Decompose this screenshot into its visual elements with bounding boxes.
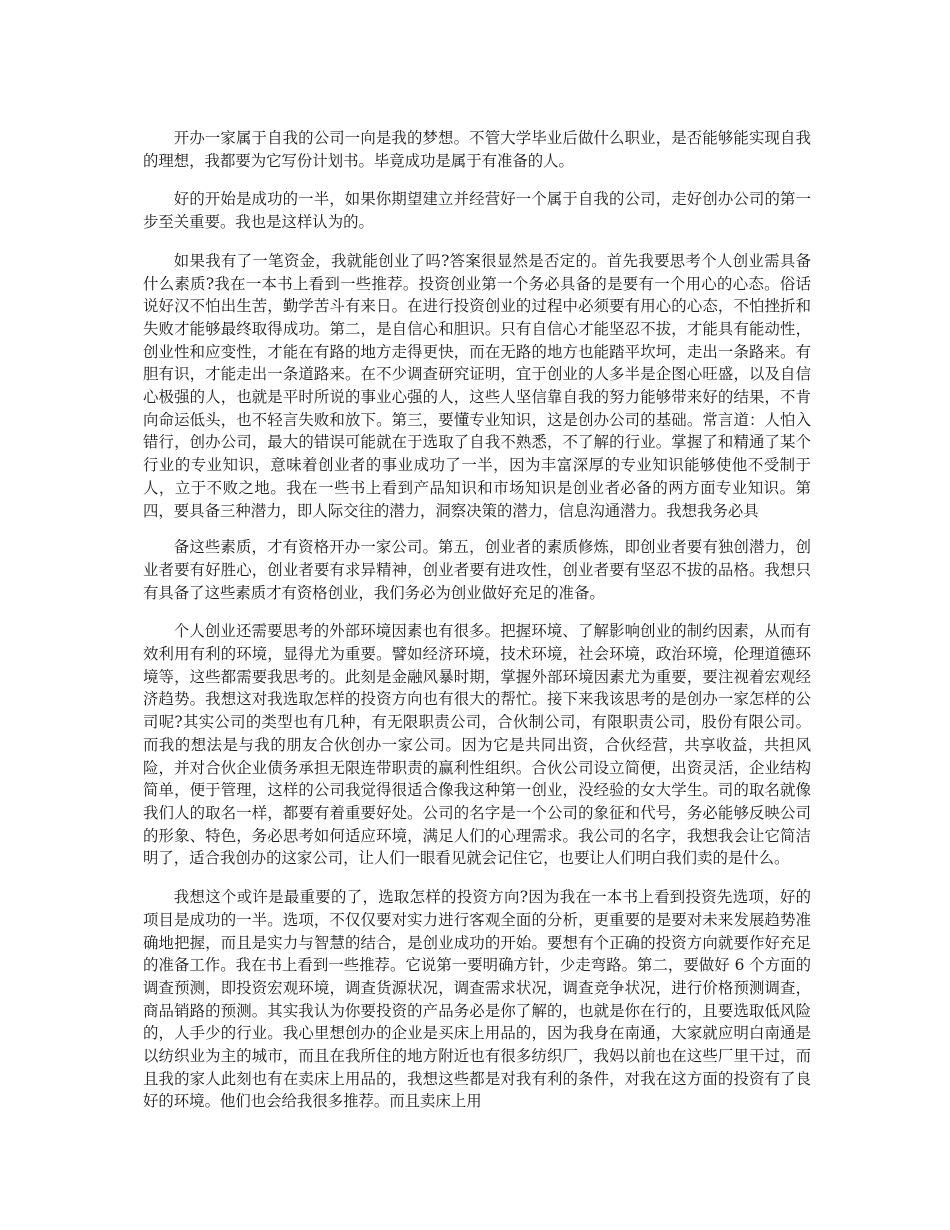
document-body: [143, 127, 811, 1126]
paragraph-2: 好的开始是成功的一半，如果你期望建立并经营好一个属于自我的公司，走好创办公司的第一步至关重要。我也是这样认为的。: [143, 190, 811, 232]
paragraph-6: 我想这个或许是最重要的了，选取怎样的投资方向?因为我在一本书上看到投资先选项，好的项目是成功的一半。选项，不仅仅要对实力进行客观全面的分析，更重要的是要对未来发展趋势准确地把握，而且是实力与智慧的结合，是创业成功的开始。要想有个正确的投资方向就要作好充足的准备工作。我在书上看到一些推荐。它说第一要明确方针，少走弯路。第二，要做好 6 个方面的调查预测，即投资宏观环境，调查货源状况，调查需求状况，调查竞争状况，进行价格预测调查，商品销路的预测。其实我认为你要投资的产品务必是你了解的，也就是你在行的，且要选取低风险的，人手少的行业。我心里想创办的企业是买床上用品的，因为我身在南通，大家就应明白南通是以纺织业为主的城市，而且在我所住的地方附近也有很多纺织厂，我妈以前也在这些厂里干过，而且我的家人此刻也有在卖床上用品的，我想这些都是对我有利的条件，对我在这方面的投资有了良好的环境。他们也会给我很多推荐。而且卖床上用: [143, 888, 811, 1111]
paragraph-5: 个人创业还需要思考的外部环境因素也有很多。把握环境、了解影响创业的制约因素，从而有效利用有利的环境，显得尤为重要。譬如经济环境，技术环境，社会环境，政治环境，伦理道德环境等，这些都需要我思考的。此刻是金融风暴时期，掌握外部环境因素尤为重要，要注视着宏观经济趋势。我想这对我选取怎样的投资方向也有很大的帮忙。接下来我该思考的是创办一家怎样的公司呢?其实公司的类型也有几种，有无限职责公司，合伙制公司，有限职责公司，股份有限公司。而我的想法是与我的朋友合伙创办一家公司。因为它是共同出资，合伙经营，共享收益，共担风险，并对合伙企业债务承担无限连带职责的赢利性组织。合伙公司设立简便，出资灵活，企业结构简单，便于管理，这样的公司我觉得很适合像我这种第一创业，没经验的女大学生。司的取名就像我们人的取名一样，都要有着重要好处。公司的名字是一个公司的象征和代号，务必能够反映公司的形象、特色，务必思考如何适应环境，满足人们的心理需求。我公司的名字，我想我会让它简洁明了，适合我创办的这家公司，让人们一眼看见就会记住它，也要让人们明白我们卖的是什么。: [143, 622, 811, 868]
paragraph-3: 如果我有了一笔资金，我就能创业了吗?答案很显然是否定的。首先我要思考个人创业需具备什么素质?我在一本书上看到一些推荐。投资创业第一个务必具备的是要有一个用心的心态。俗话说好汉不怕出生苦，勤学苦斗有来日。在进行投资创业的过程中必须要有用心的心态，不怕挫折和失败才能够最终取得成功。第二，是自信心和胆识。只有自信心才能坚忍不拔，才能具有能动性，创业性和应变性，才能在有路的地方走得更快，而在无路的地方也能踏平坎坷，走出一条路来。有胆有识，才能走出一条道路来。在不少调查研究证明，宜于创业的人多半是企图心旺盛，以及自信心极强的人，也就是平时所说的事业心强的人，这些人坚信靠自我的努力能够带来好的结果，不肯向命运低头，也不轻言失败和放下。第三，要懂专业知识，这是创办公司的基础。常言道：人怕入错行，创办公司，最大的错误可能就在于选取了自我不熟悉，不了解的行业。掌握了和精通了某个行业的专业知识，意味着创业者的事业成功了一半，因为丰富深厚的专业知识能够使他不受制于人，立于不败之地。我在一些书上看到产品知识和市场知识是创业者必备的两方面专业知识。第四，要具备三种潜力，即人际交往的潜力，洞察决策的潜力，信息沟通潜力。我想我务必具: [143, 251, 811, 520]
paragraph-4: 备这些素质，才有资格开办一家公司。第五，创业者的素质修炼，即创业者要有独创潜力，创业者要有好胜心，创业者要有求异精神，创业者要有进攻性，创业者要有坚忍不拔的品格。我想只有具备了这些素质才有资格创业，我们务必为创业做好充足的准备。: [143, 538, 811, 602]
paragraph-1: 开办一家属于自我的公司一向是我的梦想。不管大学毕业后做什么职业，是否能够能实现自我的理想，我都要为它写份计划书。毕竟成功是属于有准备的人。: [143, 129, 811, 170]
